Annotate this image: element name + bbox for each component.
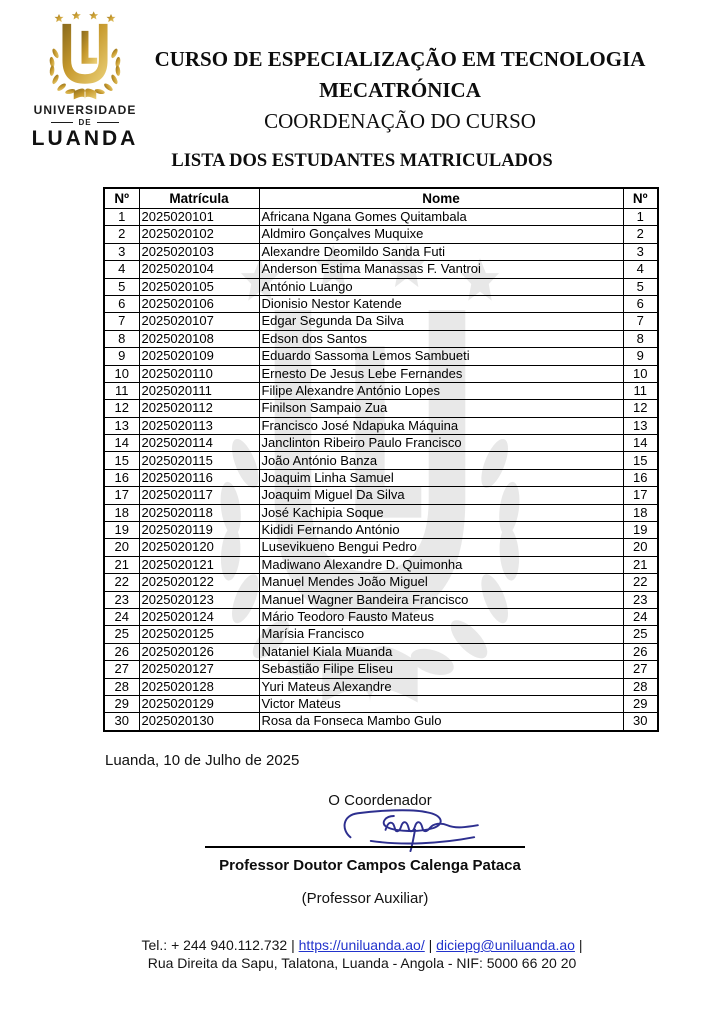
l-monogram xyxy=(82,31,98,64)
matricula-cell: 2025020113 xyxy=(139,417,259,434)
row-number-cell: 3 xyxy=(104,243,139,260)
name-cell: Ernesto De Jesus Lebe Fernandes xyxy=(259,365,623,382)
row-number-cell-right: 14 xyxy=(623,435,658,452)
students-table xyxy=(103,187,659,732)
table-row xyxy=(104,643,658,660)
course-title-line1: CURSO DE ESPECIALIZAÇÃO EM TECNOLOGIA xyxy=(154,47,646,71)
matricula-cell: 2025020123 xyxy=(139,591,259,608)
row-number-cell-right: 28 xyxy=(623,678,658,695)
matricula-cell: 2025020124 xyxy=(139,608,259,625)
date-line: Luanda, 10 de Julho de 2025 xyxy=(105,752,300,769)
row-number-cell-right: 5 xyxy=(623,278,658,295)
table-row xyxy=(104,295,658,312)
table-row xyxy=(104,348,658,365)
row-number-cell-right: 11 xyxy=(623,382,658,399)
signature-line xyxy=(205,846,525,848)
row-number-cell-right: 1 xyxy=(623,209,658,226)
name-cell: Kididi Fernando António xyxy=(259,522,623,539)
table-row xyxy=(104,382,658,399)
matricula-cell: 2025020107 xyxy=(139,313,259,330)
table-row xyxy=(104,539,658,556)
university-logo xyxy=(26,10,144,149)
row-number-cell: 19 xyxy=(104,522,139,539)
matricula-cell: 2025020104 xyxy=(139,261,259,278)
row-number-cell: 4 xyxy=(104,261,139,278)
column-header-3: Nº xyxy=(623,188,658,209)
name-cell: Francisco José Ndapuka Máquina xyxy=(259,417,623,434)
row-number-cell: 28 xyxy=(104,678,139,695)
table-row xyxy=(104,695,658,712)
matricula-cell: 2025020109 xyxy=(139,348,259,365)
name-cell: Victor Mateus xyxy=(259,695,623,712)
row-number-cell-right: 8 xyxy=(623,330,658,347)
row-number-cell: 27 xyxy=(104,661,139,678)
matricula-cell: 2025020112 xyxy=(139,400,259,417)
row-number-cell: 7 xyxy=(104,313,139,330)
table-row xyxy=(104,626,658,643)
row-number-cell: 25 xyxy=(104,626,139,643)
table-row xyxy=(104,261,658,278)
name-cell: Yuri Mateus Alexandre xyxy=(259,678,623,695)
name-cell: Manuel Mendes João Miguel xyxy=(259,574,623,591)
document-header xyxy=(140,44,660,137)
row-number-cell: 6 xyxy=(104,295,139,312)
matricula-cell: 2025020103 xyxy=(139,243,259,260)
column-header-1: Matrícula xyxy=(139,188,259,209)
page-title: LISTA DOS ESTUDANTES MATRICULADOS xyxy=(171,151,553,171)
students-tbody xyxy=(104,209,658,731)
footer-contact-line xyxy=(0,936,724,954)
table-header-row xyxy=(104,188,658,209)
matricula-cell: 2025020130 xyxy=(139,713,259,731)
row-number-cell: 9 xyxy=(104,348,139,365)
row-number-cell-right: 23 xyxy=(623,591,658,608)
matricula-cell: 2025020119 xyxy=(139,522,259,539)
table-row xyxy=(104,278,658,295)
matricula-cell: 2025020125 xyxy=(139,626,259,643)
logo-left-rule xyxy=(51,122,73,124)
footer-contact xyxy=(0,936,724,972)
row-number-cell-right: 16 xyxy=(623,469,658,486)
row-number-cell-right: 18 xyxy=(623,504,658,521)
footer-separator: | xyxy=(578,937,583,953)
name-cell: Alexandre Deomildo Sanda Futi xyxy=(259,243,623,260)
name-cell: Dionisio Nestor Katende xyxy=(259,295,623,312)
university-crest-icon xyxy=(33,10,137,102)
name-cell: Aldmiro Gonçalves Muquixe xyxy=(259,226,623,243)
table-row xyxy=(104,556,658,573)
row-number-cell: 30 xyxy=(104,713,139,731)
footer-separator: | xyxy=(428,937,433,953)
row-number-cell: 22 xyxy=(104,574,139,591)
stars-icon xyxy=(54,11,115,22)
column-header-2: Nome xyxy=(259,188,623,209)
name-cell: Joaquim Miguel Da Silva xyxy=(259,487,623,504)
row-number-cell-right: 17 xyxy=(623,487,658,504)
name-cell: Lusevikueno Bengui Pedro xyxy=(259,539,623,556)
matricula-cell: 2025020126 xyxy=(139,643,259,660)
row-number-cell: 21 xyxy=(104,556,139,573)
row-number-cell: 29 xyxy=(104,695,139,712)
name-cell: Nataniel Kiala Muanda xyxy=(259,643,623,660)
table-row xyxy=(104,591,658,608)
row-number-cell-right: 27 xyxy=(623,661,658,678)
row-number-cell: 16 xyxy=(104,469,139,486)
table-row xyxy=(104,313,658,330)
table-row xyxy=(104,574,658,591)
row-number-cell: 2 xyxy=(104,226,139,243)
matricula-cell: 2025020111 xyxy=(139,382,259,399)
table-row xyxy=(104,243,658,260)
row-number-cell-right: 15 xyxy=(623,452,658,469)
row-number-cell-right: 26 xyxy=(623,643,658,660)
name-cell: Africana Ngana Gomes Quitambala xyxy=(259,209,623,226)
signature-strokes xyxy=(345,810,478,851)
row-number-cell-right: 29 xyxy=(623,695,658,712)
matricula-cell: 2025020106 xyxy=(139,295,259,312)
matricula-cell: 2025020114 xyxy=(139,435,259,452)
logo-de-text: DE xyxy=(26,118,144,127)
table-row xyxy=(104,522,658,539)
name-cell: José Kachipia Soque xyxy=(259,504,623,521)
row-number-cell-right: 6 xyxy=(623,295,658,312)
name-cell: António Luango xyxy=(259,278,623,295)
name-cell: Rosa da Fonseca Mambo Gulo xyxy=(259,713,623,731)
row-number-cell: 24 xyxy=(104,608,139,625)
table-row xyxy=(104,487,658,504)
logo-right-rule xyxy=(97,122,119,124)
logo-universidade-text: UNIVERSIDADE xyxy=(33,103,137,117)
name-cell: Janclinton Ribeiro Paulo Francisco xyxy=(259,435,623,452)
name-cell: Filipe Alexandre António Lopes xyxy=(259,382,623,399)
table-row xyxy=(104,608,658,625)
matricula-cell: 2025020121 xyxy=(139,556,259,573)
name-cell: Joaquim Linha Samuel xyxy=(259,469,623,486)
row-number-cell-right: 7 xyxy=(623,313,658,330)
logo-luanda-text: LUANDA xyxy=(31,127,139,150)
row-number-cell: 18 xyxy=(104,504,139,521)
row-number-cell: 8 xyxy=(104,330,139,347)
name-cell: Manuel Wagner Bandeira Francisco xyxy=(259,591,623,608)
name-cell: Eduardo Sassoma Lemos Sambueti xyxy=(259,348,623,365)
matricula-cell: 2025020110 xyxy=(139,365,259,382)
row-number-cell-right: 13 xyxy=(623,417,658,434)
course-title-line2: MECATRÓNICA xyxy=(319,78,481,102)
table-row xyxy=(104,209,658,226)
row-number-cell-right: 12 xyxy=(623,400,658,417)
footer-website-link[interactable]: https://uniluanda.ao/ xyxy=(298,937,425,953)
matricula-cell: 2025020101 xyxy=(139,209,259,226)
footer-email-link[interactable]: diciepg@uniluanda.ao xyxy=(436,937,575,953)
row-number-cell: 5 xyxy=(104,278,139,295)
coordinator-name: Professor Doutor Campos Calenga Pataca xyxy=(219,857,521,874)
row-number-cell-right: 9 xyxy=(623,348,658,365)
course-subtitle: COORDENAÇÃO DO CURSO xyxy=(264,109,536,133)
row-number-cell-right: 10 xyxy=(623,365,658,382)
row-number-cell-right: 24 xyxy=(623,608,658,625)
name-cell: Madiwano Alexandre D. Quimonha xyxy=(259,556,623,573)
matricula-cell: 2025020120 xyxy=(139,539,259,556)
table-row xyxy=(104,452,658,469)
table-row xyxy=(104,365,658,382)
table-row xyxy=(104,400,658,417)
coordinator-title: (Professor Auxiliar) xyxy=(301,890,429,907)
matricula-cell: 2025020118 xyxy=(139,504,259,521)
row-number-cell-right: 22 xyxy=(623,574,658,591)
name-cell: Sebastião Filipe Eliseu xyxy=(259,661,623,678)
matricula-cell: 2025020116 xyxy=(139,469,259,486)
row-number-cell: 1 xyxy=(104,209,139,226)
row-number-cell: 23 xyxy=(104,591,139,608)
row-number-cell-right: 25 xyxy=(623,626,658,643)
matricula-cell: 2025020129 xyxy=(139,695,259,712)
row-number-cell-right: 20 xyxy=(623,539,658,556)
matricula-cell: 2025020102 xyxy=(139,226,259,243)
row-number-cell-right: 2 xyxy=(623,226,658,243)
footer-separator: | xyxy=(291,937,295,953)
row-number-cell: 12 xyxy=(104,400,139,417)
row-number-cell: 17 xyxy=(104,487,139,504)
table-row xyxy=(104,661,658,678)
row-number-cell: 14 xyxy=(104,435,139,452)
matricula-cell: 2025020115 xyxy=(139,452,259,469)
name-cell: Finilson Sampaio Zua xyxy=(259,400,623,417)
name-cell: Edgar Segunda Da Silva xyxy=(259,313,623,330)
name-cell: Mário Teodoro Fausto Mateus xyxy=(259,608,623,625)
row-number-cell-right: 4 xyxy=(623,261,658,278)
matricula-cell: 2025020128 xyxy=(139,678,259,695)
row-number-cell: 15 xyxy=(104,452,139,469)
signature-ink-icon xyxy=(336,804,496,852)
table-row xyxy=(104,226,658,243)
row-number-cell-right: 30 xyxy=(623,713,658,731)
row-number-cell: 11 xyxy=(104,382,139,399)
row-number-cell-right: 21 xyxy=(623,556,658,573)
row-number-cell: 13 xyxy=(104,417,139,434)
table-row xyxy=(104,469,658,486)
name-cell: João António Banza xyxy=(259,452,623,469)
matricula-cell: 2025020105 xyxy=(139,278,259,295)
footer-tel: Tel.: + 244 940.112.732 xyxy=(141,937,288,953)
name-cell: Edson dos Santos xyxy=(259,330,623,347)
row-number-cell: 26 xyxy=(104,643,139,660)
table-row xyxy=(104,678,658,695)
table-row xyxy=(104,504,658,521)
matricula-cell: 2025020108 xyxy=(139,330,259,347)
row-number-cell-right: 19 xyxy=(623,522,658,539)
footer-address-line: Rua Direita da Sapu, Talatona, Luanda - Angola - NIF: 5000 66 20 20 xyxy=(147,955,577,971)
table-row xyxy=(104,330,658,347)
row-number-cell: 20 xyxy=(104,539,139,556)
column-header-0: Nº xyxy=(104,188,139,209)
matricula-cell: 2025020117 xyxy=(139,487,259,504)
table-row xyxy=(104,417,658,434)
table-row xyxy=(104,713,658,731)
coordinator-label: O Coordenador xyxy=(328,792,432,809)
table-row xyxy=(104,435,658,452)
row-number-cell: 10 xyxy=(104,365,139,382)
matricula-cell: 2025020122 xyxy=(139,574,259,591)
name-cell: Marísia Francisco xyxy=(259,626,623,643)
name-cell: Anderson Estima Manassas F. Vantroi xyxy=(259,261,623,278)
matricula-cell: 2025020127 xyxy=(139,661,259,678)
row-number-cell-right: 3 xyxy=(623,243,658,260)
